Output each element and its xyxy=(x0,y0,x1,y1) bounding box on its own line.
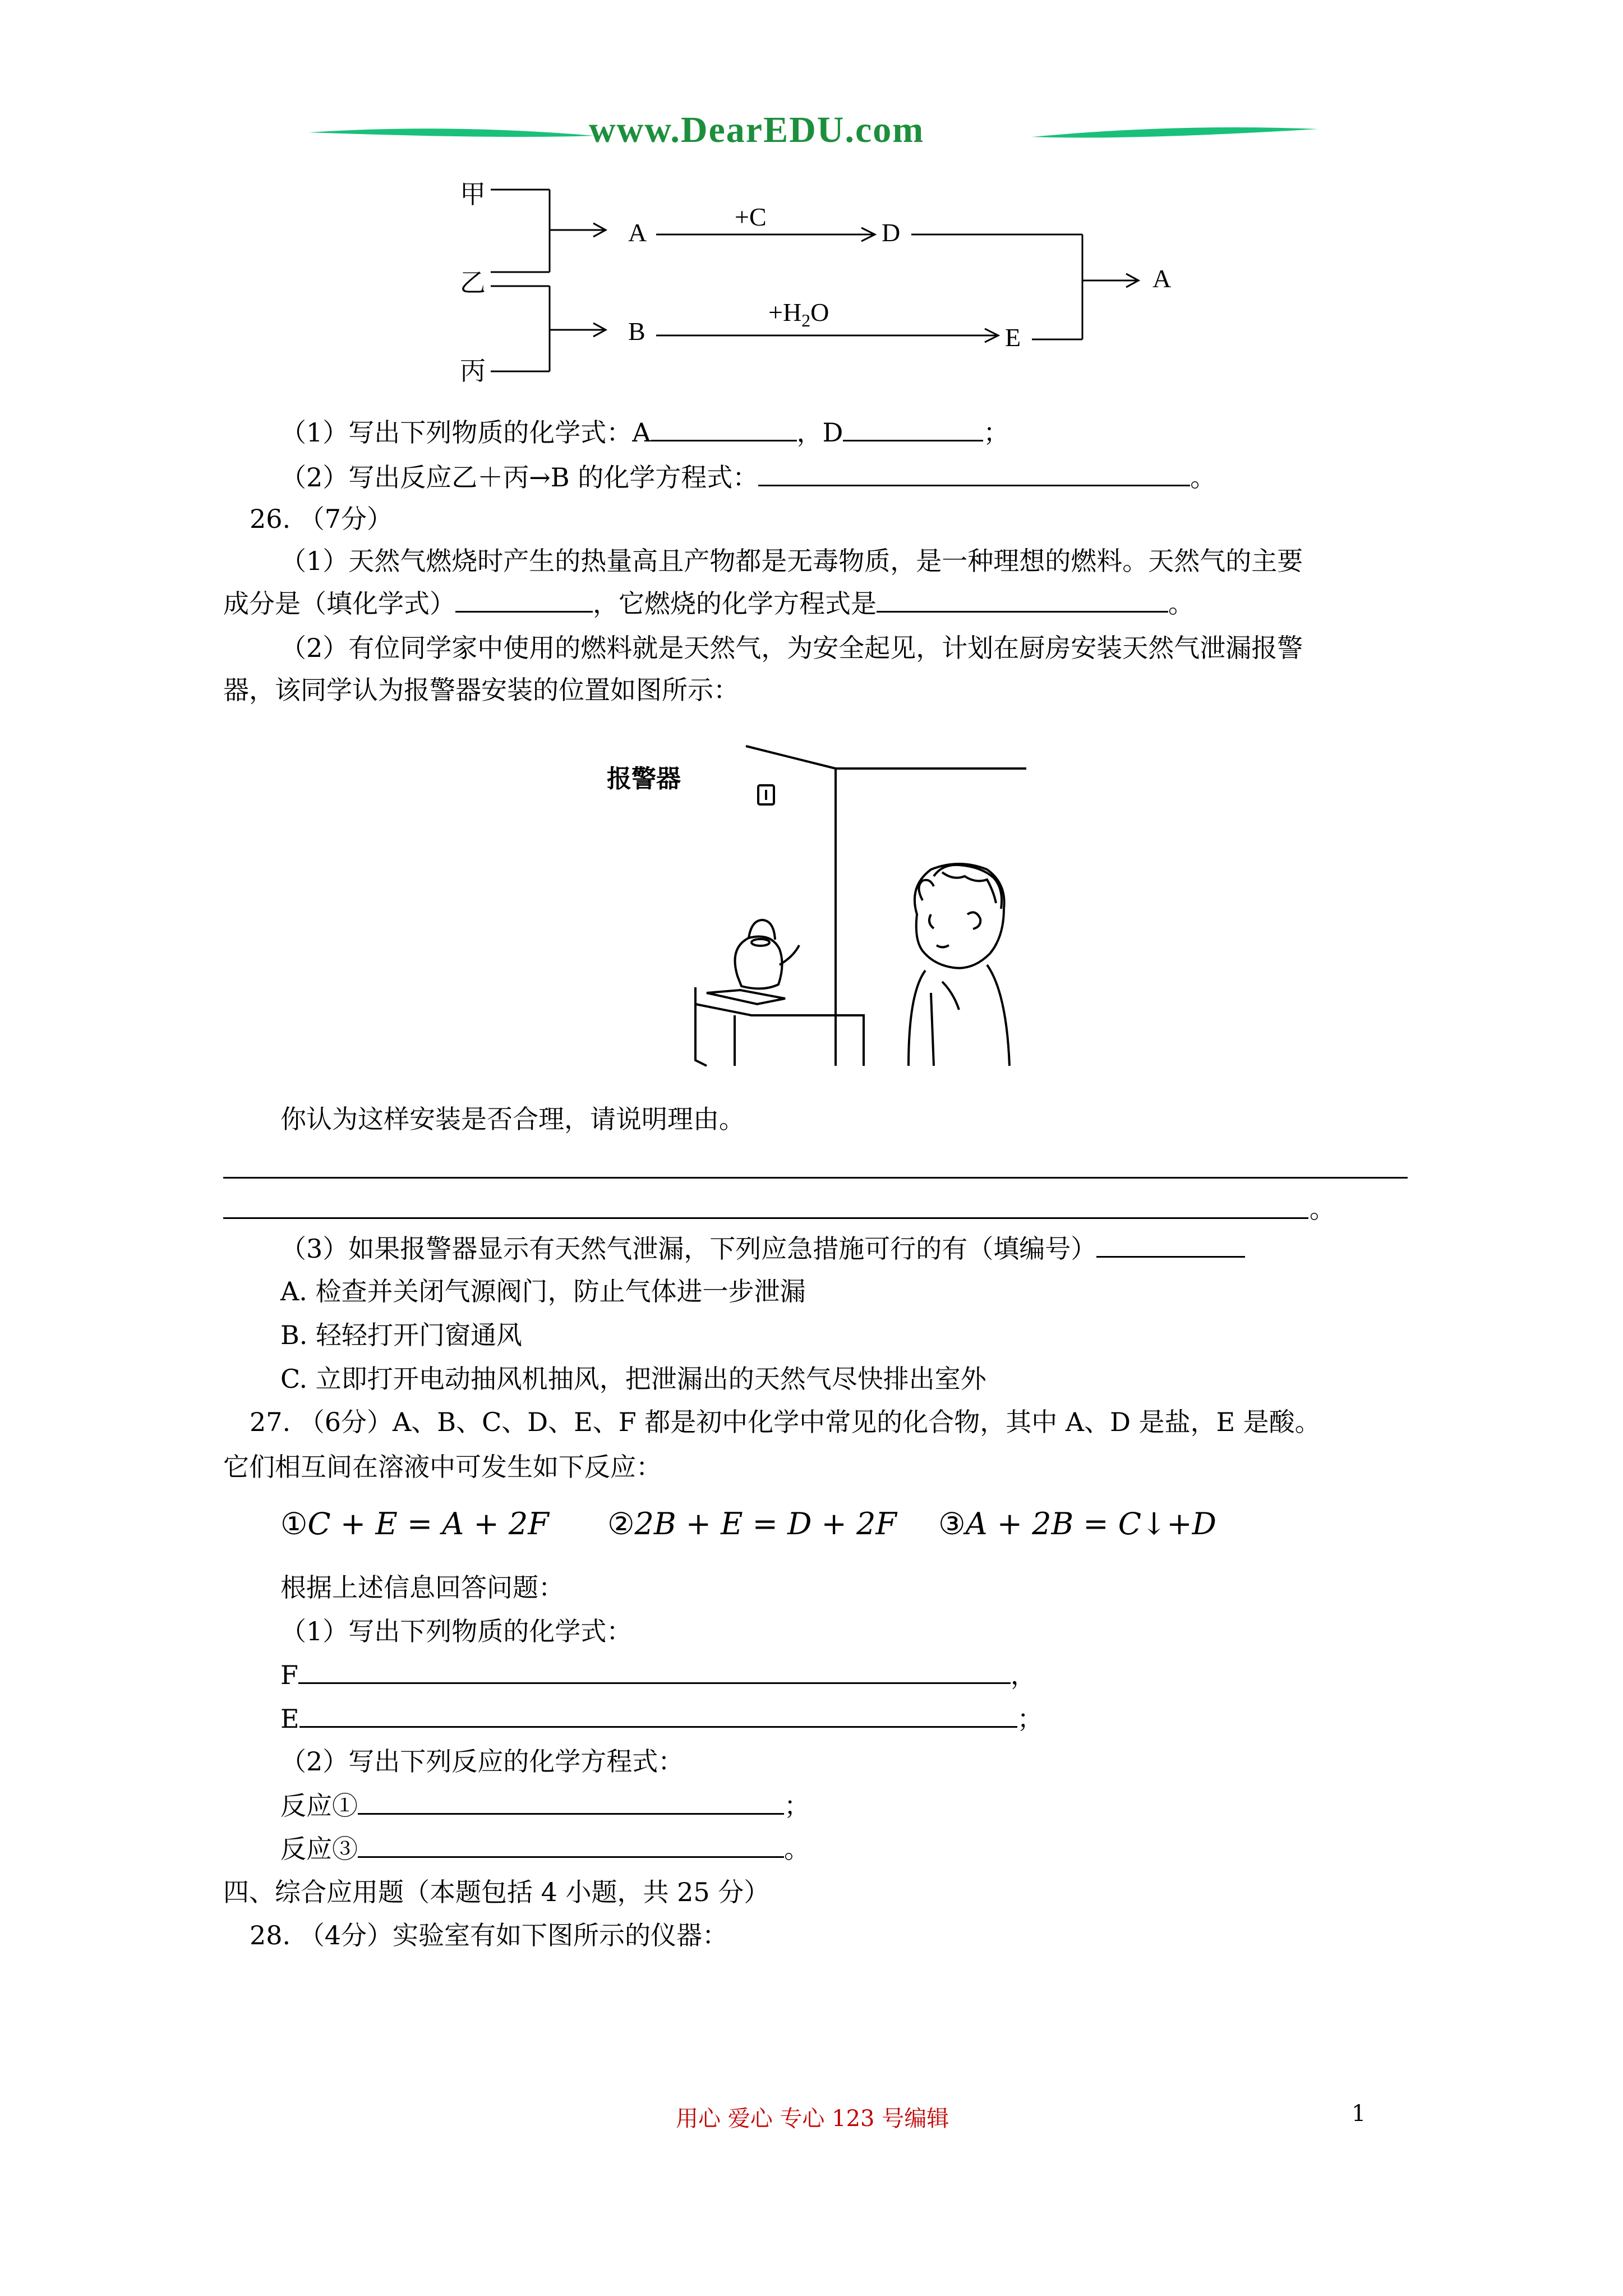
q27-line2: 它们相互间在溶液中可发生如下反应： xyxy=(223,1452,662,1482)
reagent-plus-water: $+H_2O$ xyxy=(768,298,829,331)
answer-blank-a[interactable] xyxy=(651,415,797,441)
q27-reaction3-row: 反应③ 。 xyxy=(280,1832,810,1866)
header-banner xyxy=(303,109,1324,163)
q28-line: 28. （4分）实验室有如下图所示的仪器： xyxy=(250,1920,728,1950)
q27-part2: （2）写出下列反应的化学方程式： xyxy=(280,1746,684,1777)
q27-f-row: F ， xyxy=(280,1658,1036,1692)
page-number: 1 xyxy=(1352,2101,1366,2127)
reagent-plus-c: +C xyxy=(735,203,767,231)
q26-part1-line2: 成分是（填化学式） ，它燃烧的化学方程式是 。 xyxy=(223,586,1194,620)
alarm-label: 报警器 xyxy=(607,765,681,793)
kitchen-illustration xyxy=(594,729,1043,1071)
footer-text: 用心 爱心 专心 123 号编辑 xyxy=(676,2106,949,2132)
q26-title: 26. （7分） xyxy=(250,504,393,534)
q26-option-a: A. 检查并关闭气源阀门，防止气体进一步泄漏 xyxy=(280,1276,806,1306)
q27-e-row: E ； xyxy=(280,1701,1043,1736)
eq2-marker: ② xyxy=(607,1506,635,1542)
down-arrow-icon: ↓ xyxy=(1141,1506,1167,1542)
q25-part1: （1）写出下列物质的化学式：A ，D ； xyxy=(280,415,1009,449)
q26-part2-line1: （2）有位同学家中使用的燃料就是天然气，为安全起见，计划在厨房安装天然气泄漏报警 xyxy=(280,633,1303,663)
q27-part1: （1）写出下列物质的化学式： xyxy=(280,1616,633,1646)
equation-3-right: +D xyxy=(1166,1506,1216,1542)
reaction-flow-diagram xyxy=(437,168,1223,393)
section4-title: 四、综合应用题（本题包括 4 小题，共 25 分） xyxy=(223,1877,770,1907)
eq1-marker: ① xyxy=(280,1506,308,1542)
answer-blank-reaction1[interactable] xyxy=(358,1788,784,1815)
answer-blank-options[interactable] xyxy=(1096,1231,1245,1258)
node-a-output: A xyxy=(1152,264,1172,293)
node-d: D xyxy=(882,218,901,247)
node-a: A xyxy=(628,218,647,247)
equation-3-left: A + 2B = C xyxy=(965,1506,1142,1542)
node-b: B xyxy=(628,317,645,346)
q26-part2-line2: 器，该同学认为报警器安装的位置如图所示： xyxy=(223,675,739,705)
answer-line-2[interactable] xyxy=(223,1217,1308,1219)
q27-equations xyxy=(280,1506,1216,1542)
site-logo[interactable]: www.DearEDU.com xyxy=(589,109,925,150)
flow-lines xyxy=(437,168,1223,393)
eq3-marker: ③ xyxy=(938,1506,966,1542)
q25-part2: （2）写出反应乙＋丙→B 的化学方程式： 。 xyxy=(280,460,1216,494)
answer-blank-f[interactable] xyxy=(298,1658,1011,1684)
q26-part1-line1: （1）天然气燃烧时产生的热量高且产物都是无毒物质，是一种理想的燃料。天然气的主要 xyxy=(280,546,1303,576)
q26-option-c: C. 立即打开电动抽风机抽风，把泄漏出的天然气尽快排出室外 xyxy=(280,1364,986,1394)
q27-line1: 27. （6分）A、B、C、D、E、F 都是初中化学中常见的化合物，其中 A、D 是盐，E 是酸。 xyxy=(250,1407,1321,1437)
node-e: E xyxy=(1005,323,1021,352)
equation-1: C + E = A + 2F xyxy=(307,1506,549,1542)
substance-bing: 丙 xyxy=(460,357,486,385)
q26-option-b: B. 轻轻打开门窗通风 xyxy=(280,1320,523,1350)
answer-blank-e[interactable] xyxy=(299,1701,1017,1728)
answer-blank-combustion[interactable] xyxy=(877,586,1168,613)
answer-line-end: 。 xyxy=(1310,1194,1335,1224)
answer-blank-equation[interactable] xyxy=(758,460,1190,486)
answer-blank-formula[interactable] xyxy=(455,586,593,613)
equation-2: 2B + E = D + 2F xyxy=(634,1506,897,1542)
q26-part3: （3）如果报警器显示有天然气泄漏，下列应急措施可行的有（填编号） xyxy=(280,1231,1245,1266)
substance-jia: 甲 xyxy=(460,180,486,209)
q27-intro: 根据上述信息回答问题： xyxy=(280,1572,564,1603)
answer-blank-d[interactable] xyxy=(843,415,983,441)
q27-reaction1-row: 反应① ； xyxy=(280,1788,810,1823)
answer-line-1[interactable] xyxy=(223,1177,1408,1179)
answer-blank-reaction3[interactable] xyxy=(358,1832,784,1858)
substance-yi: 乙 xyxy=(460,269,486,297)
q26-question: 你认为这样安装是否合理，请说明理由。 xyxy=(280,1104,745,1134)
